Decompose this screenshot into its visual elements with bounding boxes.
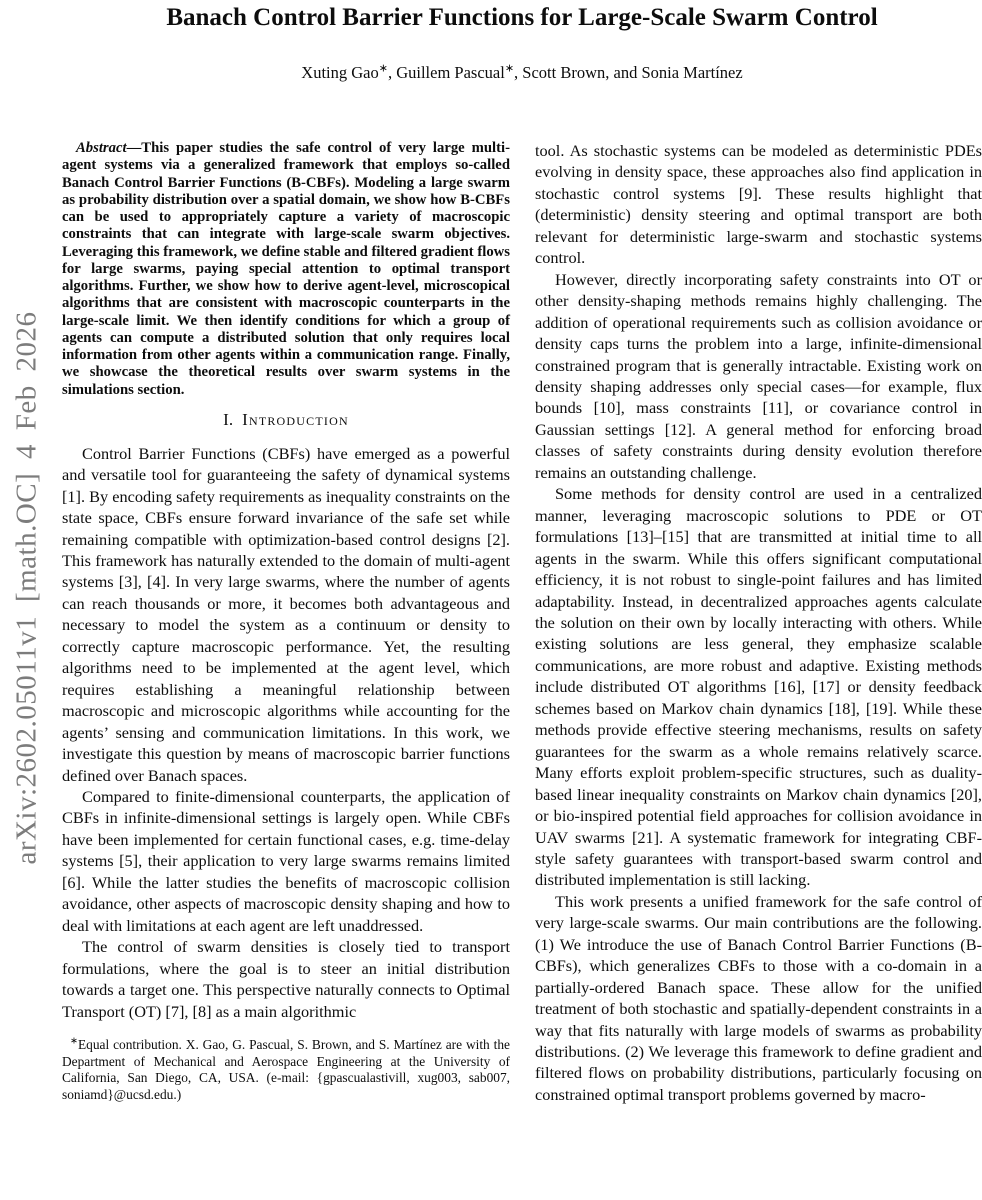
abstract-label: Abstract (76, 140, 127, 156)
left-column (62, 140, 510, 1105)
abstract-text: —This paper studies the safe control of very large multi-agent systems via a generalized framework that employs so-called Banach Control Barrier Functions (B-CBFs). Modeling a large swarm as probability distribution over a spatial domain, we show how B-CBFs can be used to appropriately capture a variety of macroscopic constraints that can integrate with large-scale swarm objectives. Leveraging this framework, we define stable and filtered gradient flows for large swarms, paying special attention to optimal transport algorithms. Further, we show how to derive agent-level, microscopical algorithms that are consistent with macroscopic counterparts in the large-scale limit. We then identify conditions for which a group of agents can compute a distributed solution that only requires local information from other agents within a communication range. Finally, we showcase the theoretical results over swarm systems in the simulations section. (62, 140, 510, 398)
author-name: , Guillem Pascual (387, 63, 505, 82)
footnote-asterisk: ∗ (70, 1036, 78, 1047)
page-content (62, 2, 982, 1105)
arxiv-watermark: arXiv:2602.05011v1 [math.OC] 4 Feb 2026 (10, 311, 43, 865)
paper-title: Banach Control Barrier Functions for Large-Scale Swarm Control (166, 4, 878, 31)
footnote-text: Equal contribution. X. Gao, G. Pascual, S. Brown, and S. Martínez are with the Department of Mechanical and Aerospace Engineering at the University of California, San Diego, CA, USA. (e-mail: {gpascualastivill, xug003, sab007, soniamd}@ucsd.edu.) (62, 1036, 510, 1102)
paragraph: Compared to finite-dimensional counterparts, the application of CBFs in infinite-dimensional settings is largely open. While CBFs have been implemented for certain functional cases, e.g. time-delay systems [5], their application to very large swarms remains limited [6]. While the latter studies the benefits of macroscopic collision avoidance, other aspects of macroscopic density shaping and how to deal with limitations at each agent are left unaddressed. (62, 787, 510, 935)
paragraph: This work presents a unified framework for the safe control of very large-scale swarms. Our main contributions are the following. (1) We introduce the use of Banach Control Barrier Functions (B-CBFs), which generalizes CBFs to those with a co-domain in a partially-ordered Banach space. These allow for the unified treatment of both stochastic and spatially-dependent constraints in a way that fits naturally with large models of swarms as probability distributions. (2) We leverage this framework to define gradient and filtered flows on probability distributions, particularly focusing on constrained optimal transport problems governed by macro- (535, 891, 982, 1104)
paragraph: However, directly incorporating safety constraints into OT or other density-shaping methods remains highly challenging. The addition of operational requirements such as collision avoidance or density caps turns the problem into a large, infinite-dimensional constrained program that is generally intractable. Existing work on density shaping addresses only special cases—for example, flux bounds [10], mass constraints [11], or covariance control in Gaussian settings [12]. A general method for enforcing broad classes of safety constraints during density evolution therefore remains an outstanding challenge. (535, 269, 982, 482)
author-asterisk: ∗ (378, 62, 388, 75)
section-title: Introduction (242, 409, 349, 429)
author-footnote (62, 1037, 510, 1103)
two-column-body (62, 140, 982, 1105)
paragraph: Some methods for density control are used in a centralized manner, leveraging macroscopic solutions to PDE or OT formulations [13]–[15] that are transmitted at initial time to all agents in the swarm. While this offers significant computational efficiency, it is not robust to single-point failures and has limited adaptability. Instead, in decentralized approaches agents calculate the solution on their own by locally interacting with others. While existing solutions are less general, they emphasize scalable communications, are more robust and adaptive. Existing methods include distributed OT algorithms [16], [17] or density feedback schemes based on Markov chain dynamics [18], [19]. While these methods provide effective steering mechanisms, results on safety guarantees for the swarm as a whole remains relatively scarce. Many efforts exploit problem-specific structures, such as duality-based linear inequality constraints on Markov chain dynamics [20], or bio-inspired potential field approaches for collision avoidance in UAV swarms [21]. A systematic framework for integrating CBF-style safety guarantees with transport-based swarm control and distributed implementation is still lacking. (535, 484, 982, 890)
author-name: Xuting Gao (301, 63, 379, 82)
author-name: , Scott Brown, and Sonia Martínez (514, 63, 743, 82)
paragraph: The control of swarm densities is closely tied to transport formulations, where the goal is to steer an initial distribution towards a target one. This perspective naturally connects to Optimal Transport (OT) [7], [8] as a main algorithmic (62, 937, 510, 1021)
abstract-paragraph (62, 140, 510, 399)
author-line (62, 63, 982, 83)
paragraph: tool. As stochastic systems can be modeled as deterministic PDEs evolving in density space, these approaches also find application in stochastic control systems [9]. These results highlight that (deterministic) density steering and optimal transport are both relevant for deterministic large-swarm and stochastic systems control. (535, 141, 982, 268)
section-heading-introduction (62, 410, 510, 430)
author-asterisk: ∗ (504, 62, 515, 75)
section-number: I. (223, 409, 234, 429)
paragraph: Control Barrier Functions (CBFs) have emerged as a powerful and versatile tool for guaranteeing the safety of dynamical systems [1]. By encoding safety requirements as inequality constraints on the state space, CBFs ensure forward invariance of the safe set while remaining compatible with optimization-based control designs [2]. This framework has naturally extended to the domain of multi-agent systems [3], [4]. In very large swarms, where the number of agents can reach thousands or more, it becomes both advantageous and necessary to model the system as a continuum or density to correctly capture macroscopic performance. Yet, the resulting algorithms need to be implemented at the agent level, which requires establishing a meaningful relationship between macroscopic and microscopic algorithms while accounting for the agents’ sensing and communication limitations. In this work, we investigate this question by means of macroscopic barrier functions defined over Banach spaces. (62, 443, 510, 785)
right-column (535, 140, 982, 1105)
